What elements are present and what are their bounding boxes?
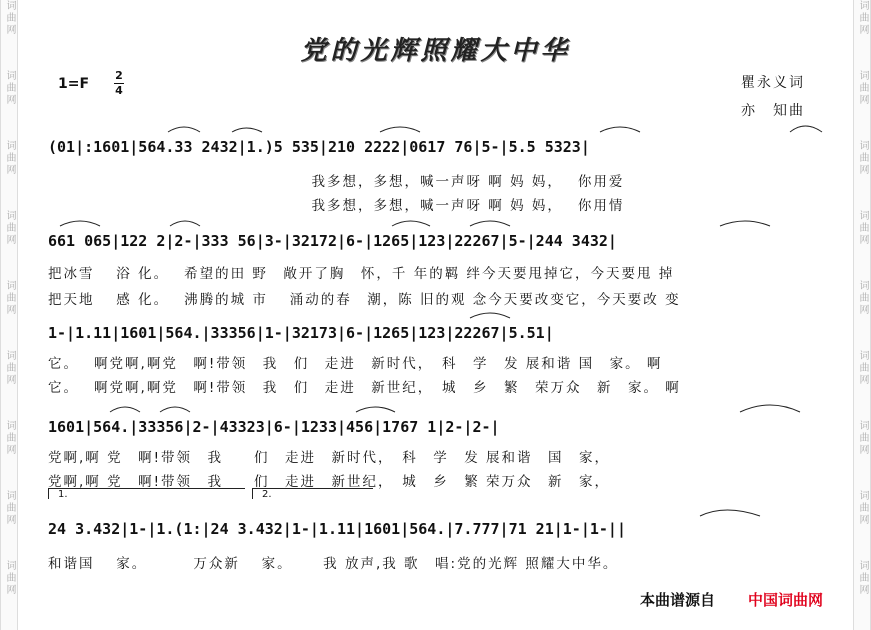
watermark-text: 词曲网 bbox=[4, 420, 15, 456]
watermark-text: 词曲网 bbox=[857, 210, 868, 246]
lyrics-line-1-verse-2: 我多想，多想，喊一声呀 啊 妈 妈， 你用情 bbox=[48, 198, 625, 214]
lyrics-line-4-verse-1: 党啊,啊 党 啊!带领 我 们 走进 新时代， 科 学 发 展和谐 国 家， bbox=[48, 450, 611, 466]
composer-credit: 亦 知曲 bbox=[741, 103, 805, 119]
source-label: 本曲谱源自 bbox=[640, 591, 716, 609]
left-watermark-strip bbox=[0, 0, 18, 630]
lyrics-line-1-verse-1: 我多想，多想，喊一声呀 啊 妈 妈， 你用爱 bbox=[48, 174, 625, 190]
first-ending-bracket bbox=[48, 488, 245, 499]
watermark-text: 词曲网 bbox=[857, 0, 868, 36]
second-ending-number: 2. bbox=[262, 489, 272, 500]
watermark-text: 词曲网 bbox=[857, 350, 868, 386]
watermark-text: 词曲网 bbox=[4, 70, 15, 106]
watermark-text: 词曲网 bbox=[857, 420, 868, 456]
lyrics-line-3-verse-2: 它。 啊党啊,啊党 啊!带领 我 们 走进 新世纪， 城 乡 繁 荣万众 新 家。 啊 bbox=[48, 380, 681, 396]
lyrics-line-5: 和谐国 家。 万众新 家。 我 放声,我 歌 唱:党的光辉 照耀大中华。 bbox=[48, 556, 619, 572]
lyrics-line-4-verse-2: 党啊,啊 党 啊!带领 我 们 走进 新世纪， 城 乡 繁 荣万众 新 家， bbox=[48, 474, 611, 490]
notation-line-1: (01|:1601|564.33 2432|1.)5 535|210 2222|0617 76|5-|5.5 5323| bbox=[48, 138, 590, 156]
key-signature: 1=F bbox=[58, 76, 90, 92]
lyricist-credit: 瞿永义词 bbox=[741, 75, 805, 91]
watermark-text: 词曲网 bbox=[4, 560, 15, 596]
notation-line-3: 1-|1.11|1601|564.|33356|1-|32173|6-|1265|123|22267|5.51| bbox=[48, 324, 554, 342]
watermark-text: 词曲网 bbox=[857, 70, 868, 106]
notation-line-2: 661 065|122 2|2-|333 56|3-|32172|6-|1265|123|22267|5-|244 3432| bbox=[48, 232, 617, 250]
watermark-text: 词曲网 bbox=[857, 140, 868, 176]
watermark-text: 词曲网 bbox=[4, 350, 15, 386]
watermark-text: 词曲网 bbox=[4, 140, 15, 176]
lyrics-line-2-verse-2: 把天地 感 化。 沸腾的城 市 涌动的春 潮，陈 旧的观 念今天要改变它，今天要改 变 bbox=[48, 292, 681, 308]
watermark-text: 词曲网 bbox=[4, 210, 15, 246]
source-site-link[interactable]: 中国词曲网 bbox=[748, 591, 824, 609]
lyrics-line-3-verse-1: 它。 啊党啊,啊党 啊!带领 我 们 走进 新时代， 科 学 发 展和谐 国 家。 啊 bbox=[48, 356, 663, 372]
right-watermark-strip bbox=[853, 0, 871, 630]
song-title: 党的光辉照耀大中华 bbox=[300, 36, 571, 66]
watermark-text: 词曲网 bbox=[857, 560, 868, 596]
time-signature bbox=[114, 70, 124, 97]
watermark-text: 词曲网 bbox=[4, 490, 15, 526]
watermark-text: 词曲网 bbox=[857, 280, 868, 316]
notation-line-5: 24 3.432|1-|1.(1:|24 3.432|1-|1.11|1601|564.|7.777|71 21|1-|1-|| bbox=[48, 520, 626, 538]
time-signature-bottom: 4 bbox=[115, 84, 123, 97]
lyrics-line-2-verse-1: 把冰雪 浴 化。 希望的田 野 敞开了胸 怀，千 年的羁 绊今天要甩掉它，今天要甩 掉 bbox=[48, 266, 675, 282]
time-signature-top: 2 bbox=[115, 69, 123, 82]
notation-line-4: 1601|564.|33356|2-|43323|6-|1233|456|1767 1|2-|2-| bbox=[48, 418, 500, 436]
watermark-text: 词曲网 bbox=[4, 0, 15, 36]
first-ending-number: 1. bbox=[58, 489, 68, 500]
watermark-text: 词曲网 bbox=[857, 490, 868, 526]
watermark-text: 词曲网 bbox=[4, 280, 15, 316]
